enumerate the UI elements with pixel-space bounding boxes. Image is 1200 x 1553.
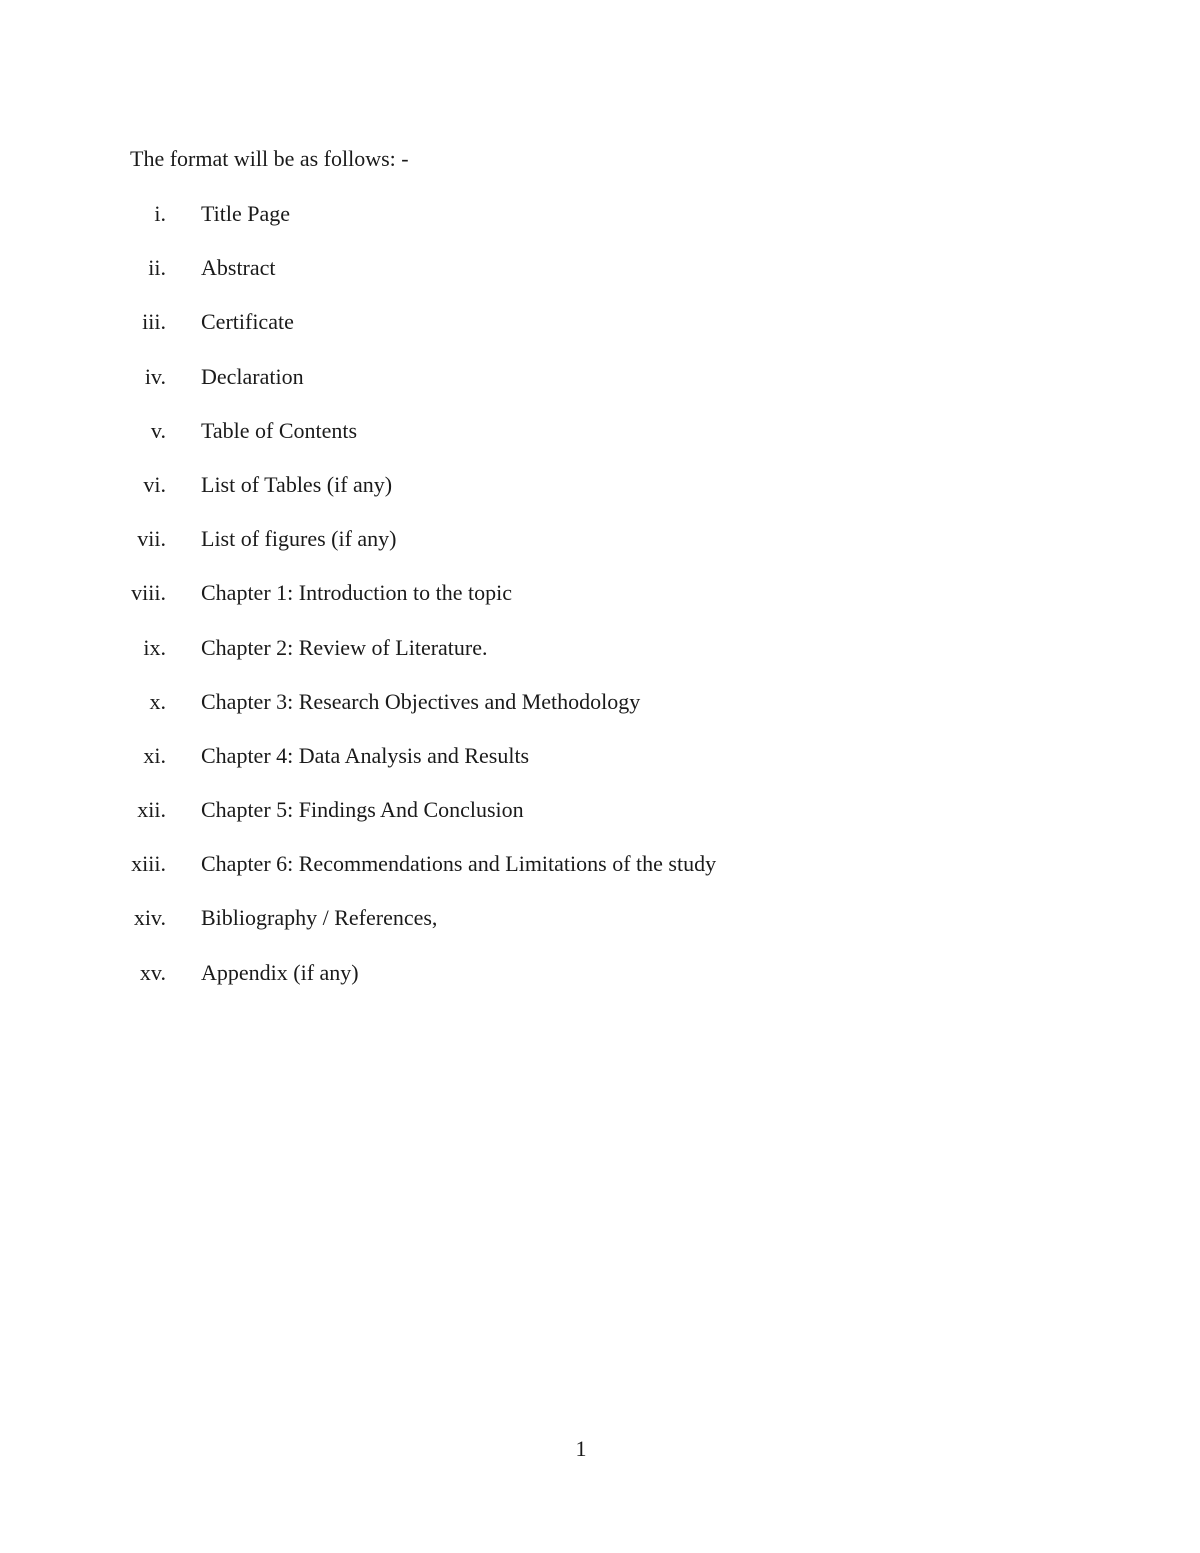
list-numeral: xi. [143, 742, 166, 768]
list-numeral: xiii. [131, 851, 166, 877]
list-numeral: viii. [131, 580, 166, 606]
list-item-text: Bibliography / References, [201, 905, 438, 931]
list-numeral: ii. [148, 255, 166, 281]
list-numeral: x. [149, 688, 166, 714]
list-numeral: iv. [144, 363, 166, 389]
list-item-text: Title Page [201, 201, 291, 226]
list-numeral: i. [154, 201, 166, 226]
list-item-text: Chapter 3: Research Objectives and Methodology [201, 688, 641, 714]
list-item-text: Chapter 2: Review of Literature. [201, 634, 488, 660]
list-item-text: Abstract [201, 255, 276, 281]
list-numeral: vi. [143, 471, 166, 497]
list-numeral: xii. [137, 797, 166, 823]
list-item-text: Chapter 1: Introduction to the topic [201, 580, 512, 606]
list-numeral: vii. [137, 526, 166, 552]
list-item-text: Table of Contents [201, 417, 358, 443]
list-item-text: List of figures (if any) [201, 526, 397, 552]
list-item-text: Chapter 6: Recommendations and Limitations of the study [201, 851, 717, 877]
list-numeral: xv. [139, 959, 166, 985]
list-item-text: Certificate [201, 309, 294, 335]
list-item-text: Chapter 5: Findings And Conclusion [201, 797, 524, 823]
list-numeral: v. [150, 417, 166, 443]
list-numeral: xiv. [133, 905, 166, 931]
list-item-text: Appendix (if any) [201, 959, 359, 985]
list-numeral: ix. [143, 634, 166, 660]
list-item-text: Declaration [201, 363, 304, 389]
list-numeral: iii. [142, 309, 166, 335]
list-item-text: List of Tables (if any) [201, 471, 393, 497]
page-number: 1 [575, 1436, 587, 1461]
list-item-text: Chapter 4: Data Analysis and Results [201, 742, 530, 768]
intro-text: The format will be as follows: - [130, 146, 409, 171]
